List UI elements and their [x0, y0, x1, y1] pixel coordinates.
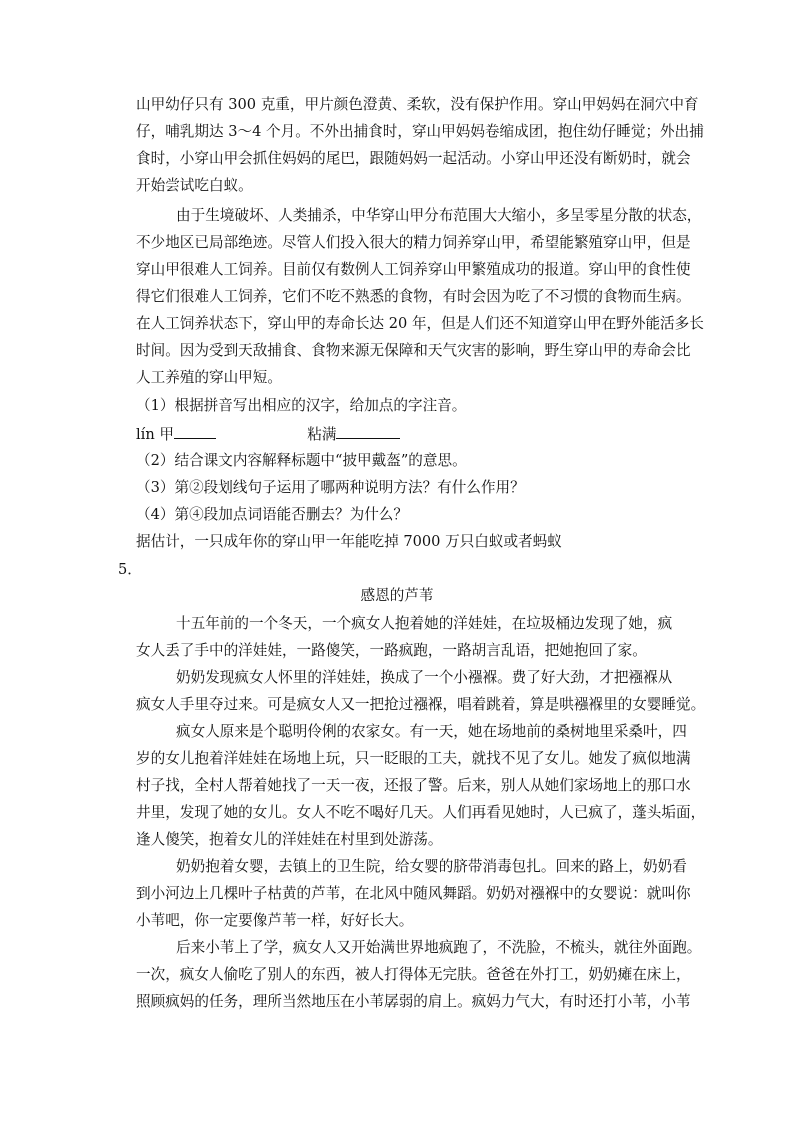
- passage1-line-8: 得它们很难人工饲养，它们不吃不熟悉的食物，有时会因为吃了不习惯的食物而生病。: [136, 288, 691, 305]
- question-1: （1）根据拼音写出相应的汉字，给加点的字注音。: [136, 397, 467, 414]
- passage2-line-5: 疯女人原来是个聪明伶俐的农家女。有一天，她在场地前的桑树地里采桑叶，四: [176, 723, 687, 740]
- passage1-line-10: 时间。因为受到天敌捕食、食物来源无保障和天气灾害的影响，野生穿山甲的寿命会比: [136, 342, 691, 359]
- question-4: （4）第④段加点词语能否删去？为什么？: [136, 506, 408, 523]
- passage1-line-2: 仔，哺乳期达 3～4 个月。不外出捕食时，穿山甲妈妈卷缩成团，抱住幼仔睡觉；外出捕: [136, 123, 704, 140]
- passage2-line-7: 村子找，全村人帮着她找了一天一夜，还报了警。后来，别人从她们家场地上的那口水: [136, 777, 691, 794]
- answer-blank-b[interactable]: [336, 424, 400, 439]
- passage2-line-13: 后来小苇上了学，疯女人又开始满世界地疯跑了，不洗脸，不梳头，就往外面跑。: [176, 939, 702, 956]
- passage1-line-11: 人工养殖的穿山甲短。: [136, 369, 282, 386]
- passage1-line-9: 在人工饲养状态下，穿山甲的寿命长达 20 年，但是人们还不知道穿山甲在野外能活多长: [136, 315, 704, 332]
- passage2-line-2: 女人丢了手中的洋娃娃，一路傻笑，一路疯跑，一路胡言乱语，把她抱回了家。: [136, 642, 647, 659]
- passage1-line-6: 不少地区已局部绝迹。尽管人们投入很大的精力饲养穿山甲，希望能繁殖穿山甲，但是: [136, 234, 691, 251]
- passage1-line-1: 山甲幼仔只有 300 克重，甲片颜色澄黄、柔软，没有保护作用。穿山甲妈妈在洞穴中育: [136, 96, 699, 113]
- question-1-item-b: 粘满: [307, 426, 337, 443]
- passage2-line-14: 一次，疯女人偷吃了别人的东西，被人打得体无完肤。爸爸在外打工，奶奶瘫在床上，: [136, 966, 691, 983]
- passage2-line-15: 照顾疯妈的任务，理所当然地压在小苇孱弱的肩上。疯妈力气大，有时还打小苇，小苇: [136, 993, 691, 1010]
- passage1-line-7: 穿山甲很难人工饲养。目前仅有数例人工饲养穿山甲繁殖成功的报道。穿山甲的食性使: [136, 261, 691, 278]
- passage2-line-6: 岁的女儿抱着洋娃娃在场地上玩，只一眨眼的工夫，就找不见了女儿。她发了疯似地满: [136, 750, 691, 767]
- passage1-line-4: 开始尝试吃白蚁。: [136, 177, 253, 194]
- passage2-line-3: 奶奶发现疯女人怀里的洋娃娃，换成了一个小襁褓。费了好大劲，才把襁褓从: [176, 669, 673, 686]
- passage1-line-5: 由于生境破坏、人类捕杀，中华穿山甲分布范围大大缩小，多呈零星分散的状态，: [176, 207, 702, 224]
- answer-blank-a[interactable]: [174, 424, 216, 439]
- passage2-line-9: 逢人傻笑，抱着女儿的洋娃娃在村里到处游荡。: [136, 831, 443, 848]
- passage1-line-3: 食时，小穿山甲会抓住妈妈的尾巴，跟随妈妈一起活动。小穿山甲还没有断奶时，就会: [136, 150, 691, 167]
- passage2-line-4: 疯女人手里夺过来。可是疯女人又一把抢过襁褓，唱着跳着，算是哄襁褓里的女婴睡觉。: [136, 696, 706, 713]
- passage2-line-12: 小苇吧，你一定要像芦苇一样，好好长大。: [136, 912, 414, 929]
- passage2-line-10: 奶奶抱着女婴，去镇上的卫生院，给女婴的脐带消毒包扎。回来的路上，奶奶看: [176, 858, 687, 875]
- passage2-line-11: 到小河边上几棵叶子枯黄的芦苇，在北风中随风舞蹈。奶奶对襁褓中的女婴说：就叫你: [136, 885, 691, 902]
- question-2: （2）结合课文内容解释标题中“披甲戴盔”的意思。: [136, 452, 467, 469]
- passage2-line-8: 井里，发现了她的女儿。女人不吃不喝好几天。人们再看见她时，人已疯了，蓬头垢面，: [136, 804, 706, 821]
- question-3: （3）第②段划线句子运用了哪两种说明方法？有什么作用？: [136, 479, 525, 496]
- question-1-item-a: lín 甲: [136, 426, 174, 443]
- passage2-title: 感恩的芦苇: [360, 587, 434, 604]
- item-number: 5．: [118, 561, 142, 578]
- estimate-note: 据估计，一只成年你的穿山甲一年能吃掉 7000 万只白蚁或者蚂蚁: [136, 533, 562, 550]
- question-1-blanks: [136, 424, 400, 445]
- passage2-line-1: 十五年前的一个冬天，一个疯女人抱着她的洋娃娃，在垃圾桶边发现了她，疯: [176, 615, 673, 632]
